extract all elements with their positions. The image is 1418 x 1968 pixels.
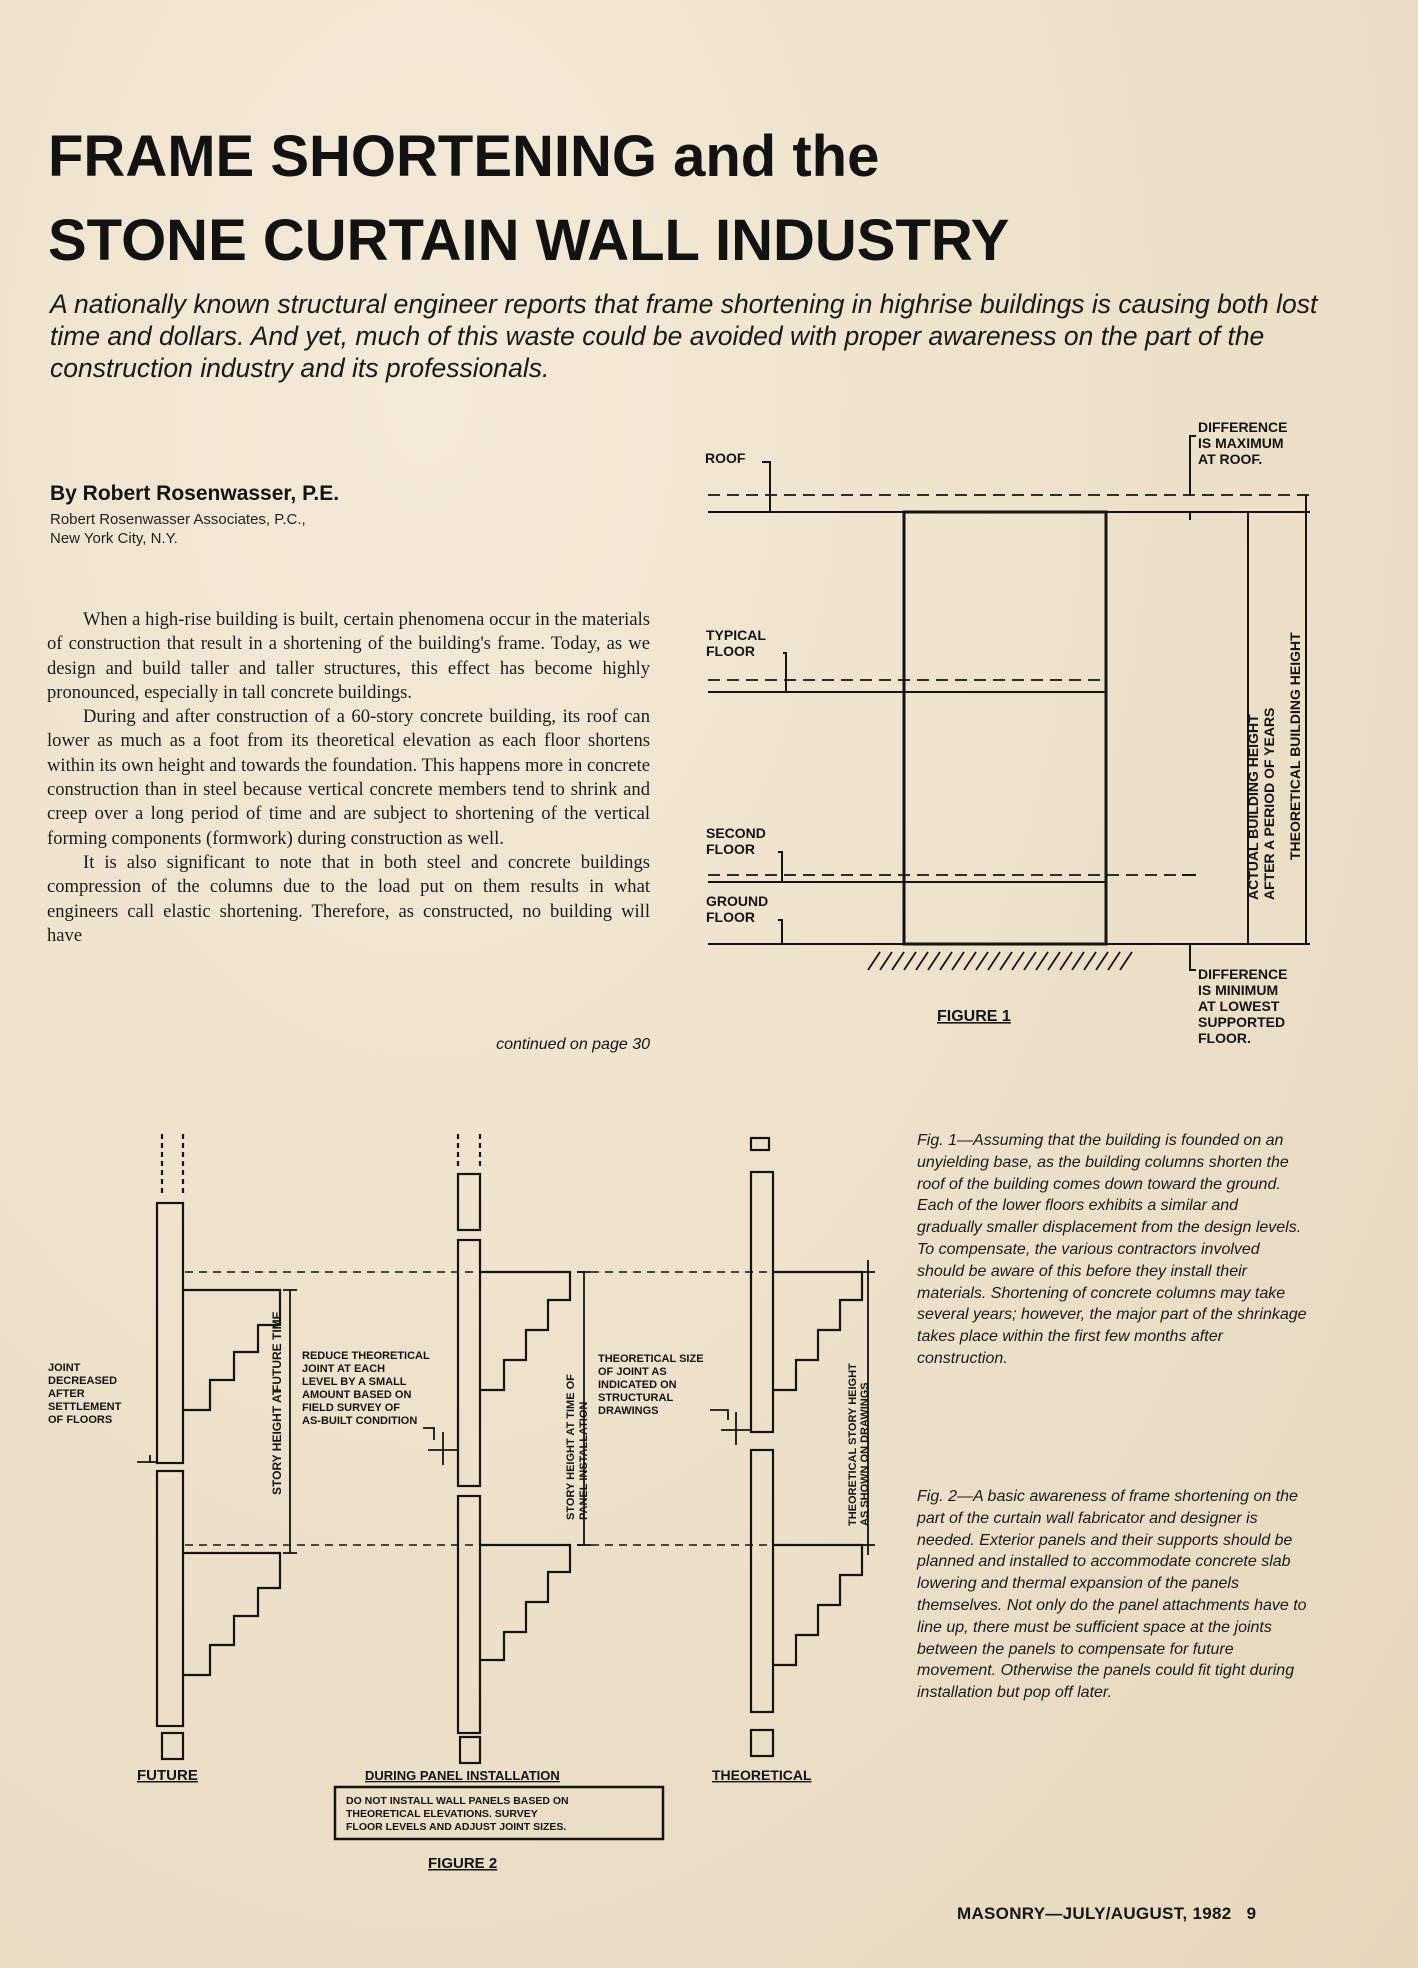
fig1-ground-hatch bbox=[868, 952, 1132, 970]
fig2-theo-story-1: THEORETICAL STORY HEIGHT bbox=[847, 1363, 859, 1526]
fig1-label-typical: TYPICAL bbox=[706, 627, 766, 643]
fig1-actual-height-1: ACTUAL BUILDING HEIGHT bbox=[1245, 714, 1261, 900]
fig1-caption-label: FIGURE 1 bbox=[937, 1008, 1011, 1025]
fig2-theo-size-4: STRUCTURAL bbox=[598, 1392, 674, 1404]
fig1-solid-levels bbox=[708, 512, 1310, 944]
affiliation bbox=[50, 510, 306, 548]
fig2-joint-1: JOINT bbox=[48, 1362, 81, 1374]
fig2-theo-story-2: AS SHOWN ON DRAWINGS bbox=[859, 1382, 871, 1526]
fig2-joint-2: DECREASED bbox=[48, 1375, 118, 1387]
affiliation-line-2: New York City, N.Y. bbox=[50, 530, 178, 547]
fig2-note-line-3: FLOOR LEVELS AND ADJUST JOINT SIZES. bbox=[346, 1821, 567, 1833]
fig2-story-future-2: FUTURE TIME bbox=[270, 1311, 284, 1392]
fig2-label-during: DURING PANEL INSTALLATION bbox=[365, 1768, 560, 1783]
fig2-reduce-4: AMOUNT BASED ON bbox=[302, 1389, 412, 1401]
fig1-diff-max-3: AT ROOF. bbox=[1198, 451, 1263, 467]
body-paragraph-1: When a high-rise building is built, certain phenomena occur in the materials of construction that result in a shortening of the building's frame. Today, as we design and build taller and taller structures, this effect has become highly pronounced, especially in tall concrete buildings. bbox=[47, 609, 650, 703]
article-body bbox=[47, 608, 650, 948]
footer-publication: MASONRY—JULY/AUGUST, 1982 bbox=[957, 1904, 1232, 1923]
fig1-diff-max-1: DIFFERENCE bbox=[1198, 419, 1288, 435]
fig1-diff-min-1: DIFFERENCE bbox=[1198, 966, 1288, 982]
fig1-label-second-2: FLOOR bbox=[706, 841, 755, 857]
affiliation-line-1: Robert Rosenwasser Associates, P.C., bbox=[50, 511, 306, 528]
fig2-reduce-3: LEVEL BY A SMALL bbox=[302, 1376, 407, 1388]
fig2-joint-3: AFTER bbox=[48, 1388, 85, 1400]
fig2-reduce-5: FIELD SURVEY OF bbox=[302, 1402, 401, 1414]
fig2-reduce-1: REDUCE THEORETICAL bbox=[302, 1350, 430, 1362]
figure-1-caption: Fig. 1—Assuming that the building is founded on an unyielding base, as the building columns shorten the roof of the building comes down toward the ground. Each of the lower floors exhibits a similar and gradually smaller displacement from the design levels. To compensate, the various contractors involved should be aware of this before they install their materials. Shortening of concrete columns may take several years; however, the major part of the shrinkage takes place within the first few months after construction. bbox=[917, 1132, 1307, 1367]
fig2-column-during bbox=[458, 1134, 570, 1763]
fig2-note-line-2: THEORETICAL ELEVATIONS. SURVEY bbox=[346, 1808, 538, 1820]
fig1-diff-min-4: SUPPORTED bbox=[1198, 1014, 1286, 1030]
fig1-label-ground-2: FLOOR bbox=[706, 909, 755, 925]
page-number: 9 bbox=[1246, 1904, 1257, 1923]
fig1-diff-min-5: FLOOR. bbox=[1198, 1030, 1251, 1046]
fig1-actual-height-2: AFTER A PERIOD OF YEARS bbox=[1261, 707, 1277, 900]
fig1-dashed-levels bbox=[708, 495, 1310, 875]
fig2-theo-size-2: OF JOINT AS bbox=[598, 1366, 667, 1378]
body-paragraph-2: During and after construction of a 60-story concrete building, its roof can lower as much as a foot from its theoretical elevation as each floor shortens within its own height and towards the foundation. This happens more in concrete construction than in steel because vertical concrete members tend to shrink and creep over a long period of time and are subject to shortening of the vertical forming components (formwork) during construction as well. bbox=[47, 706, 650, 849]
article-title bbox=[48, 115, 1009, 283]
fig2-dimension-lines bbox=[137, 1260, 875, 1555]
article-dek: A nationally known structural engineer reports that frame shortening in highrise buildings is causing both lost time and dollars. And yet, much of this waste could be avoided with proper awareness on the part of the construction industry and its professionals. bbox=[50, 289, 1318, 383]
fig2-reduce-6: AS-BUILT CONDITION bbox=[302, 1415, 418, 1427]
body-paragraph-3: It is also significant to note that in both steel and concrete buildings compression of the columns due to the load put on them results in what engineers call elastic shortening. Therefore, as constructed, no building will have bbox=[47, 851, 650, 946]
fig2-caption-label: FIGURE 2 bbox=[428, 1855, 498, 1872]
fig1-diff-min-2: IS MINIMUM bbox=[1198, 982, 1279, 998]
page-footer bbox=[957, 1904, 1256, 1924]
fig1-diff-max-2: IS MAXIMUM bbox=[1198, 435, 1284, 451]
fig2-column-future bbox=[157, 1134, 280, 1759]
fig2-label-theoretical: THEORETICAL bbox=[712, 1767, 812, 1783]
fig1-diff-min-3: AT LOWEST bbox=[1198, 998, 1280, 1014]
fig1-left-leaders bbox=[762, 462, 786, 944]
fig1-label-roof: ROOF bbox=[705, 450, 746, 466]
fig2-story-install-2: PANEL INSTALLATION bbox=[578, 1401, 590, 1520]
title-line-1: FRAME SHORTENING and the bbox=[48, 124, 880, 189]
fig2-note-line-1: DO NOT INSTALL WALL PANELS BASED ON bbox=[346, 1795, 569, 1807]
byline: By Robert Rosenwasser, P.E. bbox=[50, 482, 340, 505]
fig2-reduce-2: JOINT AT EACH bbox=[302, 1363, 386, 1375]
fig2-label-future: FUTURE bbox=[137, 1767, 198, 1784]
fig2-theo-size-1: THEORETICAL SIZE bbox=[598, 1353, 704, 1365]
fig2-dashed-floors bbox=[185, 1272, 858, 1545]
fig2-story-future-1: STORY HEIGHT AT bbox=[270, 1387, 284, 1495]
fig1-label-second: SECOND bbox=[706, 825, 766, 841]
fig2-joint-4: SETTLEMENT bbox=[48, 1401, 122, 1413]
fig1-building-outline bbox=[904, 512, 1106, 944]
fig2-theo-size-3: INDICATED ON bbox=[598, 1379, 677, 1391]
fig2-column-theoretical bbox=[751, 1138, 862, 1756]
fig1-label-typical-2: FLOOR bbox=[706, 643, 755, 659]
fig1-theoretical-height: THEORETICAL BUILDING HEIGHT bbox=[1287, 632, 1303, 860]
fig2-joint-5: OF FLOORS bbox=[48, 1414, 113, 1426]
fig2-theo-size-5: DRAWINGS bbox=[598, 1405, 659, 1417]
figure-1 bbox=[690, 418, 1330, 1068]
fig1-label-ground: GROUND bbox=[706, 893, 769, 909]
figure-2-caption: Fig. 2—A basic awareness of frame shortening on the part of the curtain wall fabricator and designer is needed. Exterior panels and their supports should be planned and installed to accommodate concrete slab lowering and thermal expansion of the panels themselves. Not only do the panel attachments have to line up, there must be sufficient space at the joints between the panels to compensate for future movement. Otherwise the panels could fit tight during installation but pop off later. bbox=[917, 1488, 1307, 1702]
figure-2 bbox=[40, 1120, 900, 1880]
continued-note: continued on page 30 bbox=[496, 1036, 650, 1053]
title-line-2: STONE CURTAIN WALL INDUSTRY bbox=[48, 208, 1010, 273]
fig2-story-install-1: STORY HEIGHT AT TIME OF bbox=[565, 1374, 577, 1520]
